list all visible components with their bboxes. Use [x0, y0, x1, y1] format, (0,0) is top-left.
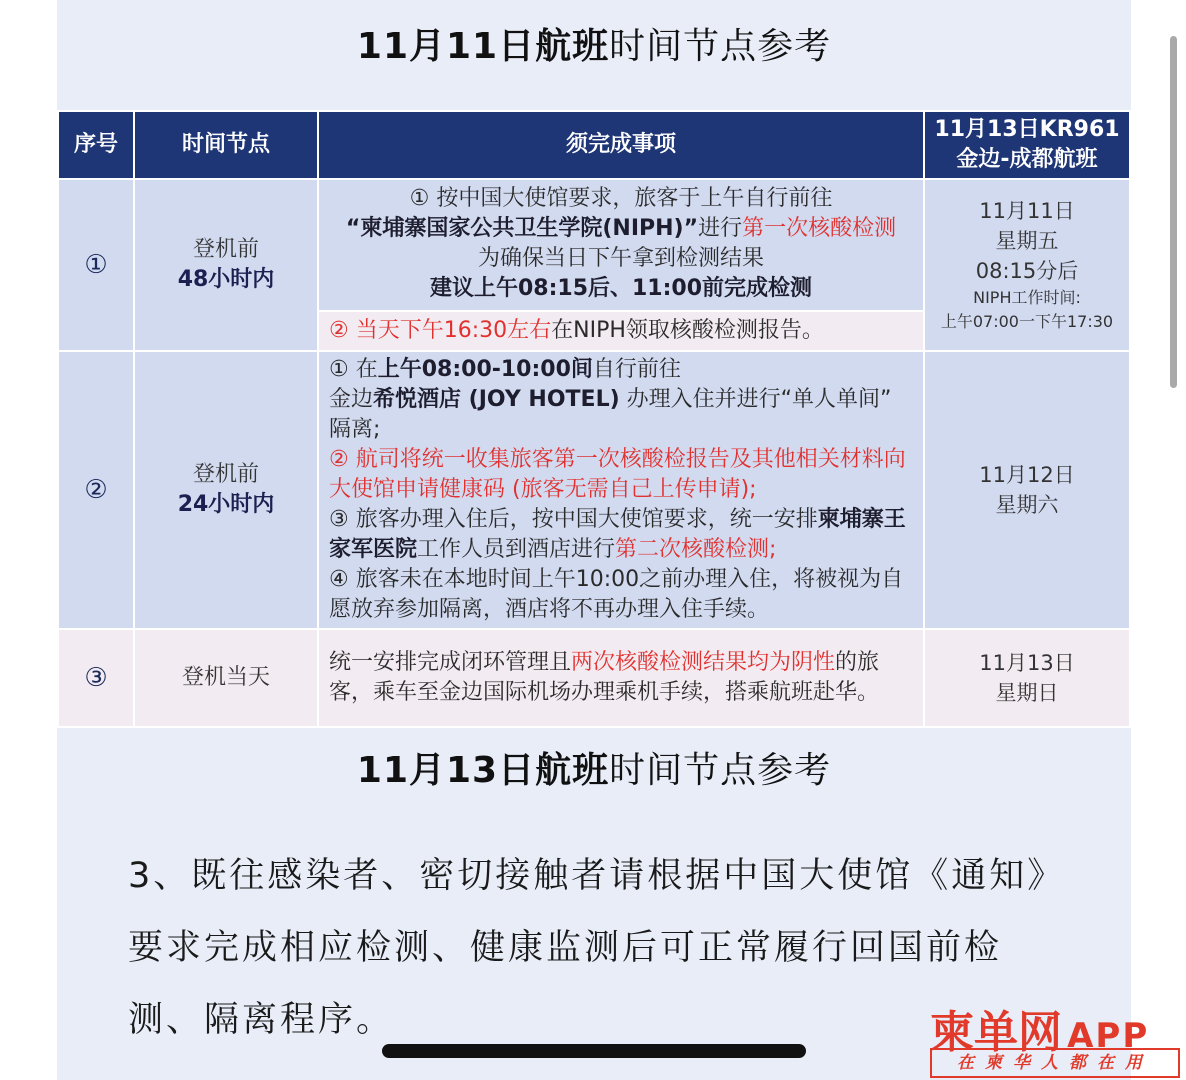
table-row	[58, 629, 1130, 727]
header-time: 时间节点	[134, 111, 318, 179]
date-cell: 11月11日 星期五 08:15分后 NIPH工作时间: 上午07:00一下午17:30	[924, 179, 1130, 351]
time-node: 登机当天	[134, 629, 318, 727]
app-logo	[930, 996, 1180, 1076]
logo-app-label: APP	[1067, 1016, 1150, 1056]
date-cell: 11月12日 星期六	[924, 351, 1130, 629]
task-item: ① 在上午08:00-10:00间自行前往 金边希悦酒店 (JOY HOTEL) 办理入住并进行“单人单间” 隔离; ② 航司将统一收集旅客第一次核酸检报告及其他相关材料向大使馆申请健康码 (旅客无需自己上传申请); ③ 旅客办理入住后，按中国大使馆要求，统一安排柬埔寨王家军医院工作人员到酒店进行第二次核酸检测; ④ 旅客未在本地时间上午10:00之前办理入住，将被视为自愿放弃参加隔离，酒店将不再办理入住手续。	[329, 357, 906, 622]
home-indicator[interactable]	[382, 1044, 806, 1058]
header-seq: 序号	[58, 111, 134, 179]
row-number: ③	[58, 629, 134, 727]
notice-paragraph: 3、既往感染者、密切接触者请根据中国大使馆《通知》要求完成相应检测、健康监测后可正常履行回国前检测、隔离程序。	[128, 856, 1066, 1040]
title-nov11: 11月11日航班时间节点参考	[356, 26, 832, 67]
scrollbar[interactable]	[1170, 36, 1177, 388]
row-number: ②	[58, 351, 134, 629]
task-item: 统一安排完成闭环管理且两次核酸检测结果均为阴性的旅客，乘车至金边国际机场办理乘机手续，搭乘航班赴华。	[329, 650, 880, 705]
header-flight: 11月13日KR961 金边-成都航班	[924, 111, 1130, 179]
logo-slogan: 在柬华人都在用	[930, 1048, 1180, 1078]
table-header-row	[58, 111, 1130, 179]
header-tasks: 须完成事项	[318, 111, 924, 179]
task-cell	[318, 629, 924, 727]
time-node: 登机前 24小时内	[134, 351, 318, 629]
time-node: 登机前 48小时内	[134, 179, 318, 351]
title-nov13: 11月13日航班时间节点参考	[356, 750, 832, 791]
table-row	[58, 351, 1130, 629]
date-cell: 11月13日 星期日	[924, 629, 1130, 727]
schedule-table	[57, 110, 1131, 728]
task-item: ① 按中国大使馆要求，旅客于上午自行前往 “柬埔寨国家公共卫生学院(NIPH)”进行第一次核酸检测 为确保当日下午拿到检测结果 建议上午08:15后、11:00前完成检测	[345, 186, 897, 301]
logo-wordmark: 柬单网	[930, 1007, 1062, 1058]
row-number: ①	[58, 179, 134, 351]
task-item: ② 当天下午16:30左右在NIPH领取核酸检测报告。	[319, 310, 923, 350]
task-cell	[318, 179, 924, 351]
table-row	[58, 179, 1130, 351]
task-cell	[318, 351, 924, 629]
